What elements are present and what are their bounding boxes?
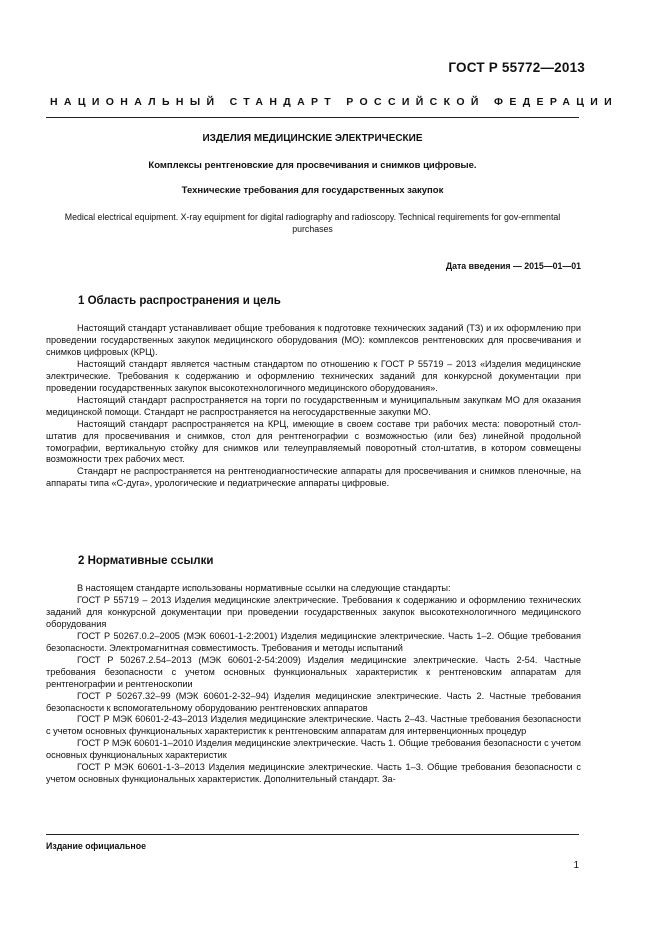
gost-code: ГОСТ Р 55772—2013 [448, 60, 585, 75]
introduction-date: Дата введения — 2015—01—01 [445, 261, 581, 271]
reference-item: ГОСТ Р 55719 – 2013 Изделия медицинские электрические. Требования к содержанию и оформлению технических заданий для конкурсной документации при проведении государственных закупок высокотехнологичного медицинского оборудования [46, 594, 581, 629]
reference-item: ГОСТ Р МЭК 60601-1-3–2013 Изделия медицинские электрические. Часть 1–3. Общие требования безопасности с учетом основных функциональных характеристик. Дополнительный стандарт. За- [46, 762, 581, 785]
paragraph: В настоящем стандарте использованы нормативные ссылки на следующие стандарты: [77, 583, 451, 593]
section-2-heading: 2 Нормативные ссылки [78, 555, 214, 567]
reference-item: ГОСТ Р 50267.0.2–2005 (МЭК 60601-1-2:2001) Изделия медицинские электрические. Часть 1–2. Общие требования безопасности. Электромагнитная совместимость. Требования и методы испытаний [46, 630, 581, 653]
paragraph: Настоящий стандарт распространяется на КРЦ, имеющие в своем составе три рабочих места: поворотный стол-штатив для просвечивания и снимков, стол для рентгенографии с возможностью (или без) линейной продольной томографии, вертикальную стойку для снимков или телеуправляемый поворотный стол-штатив, в котором совмещены возможности трех рабочих мест. [46, 418, 581, 465]
paragraph: Настоящий стандарт распространяется на торги по государственным и муниципальным закупкам МО для оказания медицинской помощи. Стандарт не распространяется на негосударственные закупки МО. [46, 394, 581, 417]
section-2-body [46, 583, 581, 786]
reference-item: ГОСТ Р 50267.2.54–2013 (МЭК 60601-2-54:2009) Изделия медицинские электрические. Часть 2-54. Частные требования безопасности с учетом основных функциональных характеристик к рентгеновским аппаратам для рентгенографии и рентгеноскопии [46, 654, 581, 689]
section-1-heading: 1 Область распространения и цель [78, 295, 281, 307]
reference-item: ГОСТ Р 50267.32–99 (МЭК 60601-2-32–94) Изделия медицинские электрические. Часть 2. Частные требования безопасности к вспомогательному оборудованию рентгеновских аппаратов [46, 690, 581, 713]
section-1-body [46, 323, 581, 490]
english-title: Medical electrical equipment. X-ray equipment for digital radiography and radioscopy. Technical requirements for gov-ernmental purchases [64, 212, 561, 234]
paragraph: Стандарт не распространяется на рентгенодиагностические аппараты для просвечивания и снимков пленочные, на аппараты типа «С-дуга», урологические и педиатрические аппараты цифровые. [46, 466, 581, 489]
national-standard-banner: НАЦИОНАЛЬНЫЙ СТАНДАРТ РОССИЙСКОЙ ФЕДЕРАЦИИ [50, 96, 619, 108]
footer-divider [46, 834, 579, 835]
paragraph: Настоящий стандарт является частным стандартом по отношению к ГОСТ Р 55719 – 2013 «Изделия медицинские электрические. Требования к содержанию и оформлению технических заданий для конкурсной документации при проведении государственных закупок высокотехнологичного медицинского оборудования». [46, 358, 581, 393]
reference-item: ГОСТ Р МЭК 60601-1–2010 Изделия медицинские электрические. Часть 1. Общие требования безопасности с учетом основных функциональных характеристик [46, 738, 581, 761]
document-title: ИЗДЕЛИЯ МЕДИЦИНСКИЕ ЭЛЕКТРИЧЕСКИЕ [202, 133, 423, 144]
document-subtitle-1: Комплексы рентгеновские для просвечивания и снимков цифровые. [148, 160, 477, 171]
paragraph: Настоящий стандарт устанавливает общие требования к подготовке технических заданий (ТЗ) и их оформлению при проведении государственных закупок медицинского оборудования (МО): комплексов рентгеновских для просвечивания и снимков цифровых (КРЦ). [46, 323, 581, 357]
page-number: 1 [573, 860, 579, 871]
document-subtitle-2: Технические требования для государственных закупок [181, 185, 444, 196]
header-divider [46, 117, 579, 118]
edition-label: Издание официальное [46, 841, 146, 851]
reference-item: ГОСТ Р МЭК 60601-2-43–2013 Изделия медицинские электрические. Часть 2–43. Частные требования безопасности с учетом основных функциональных характеристик к рентгеновским аппаратам для интервенционных процедур [46, 714, 581, 737]
